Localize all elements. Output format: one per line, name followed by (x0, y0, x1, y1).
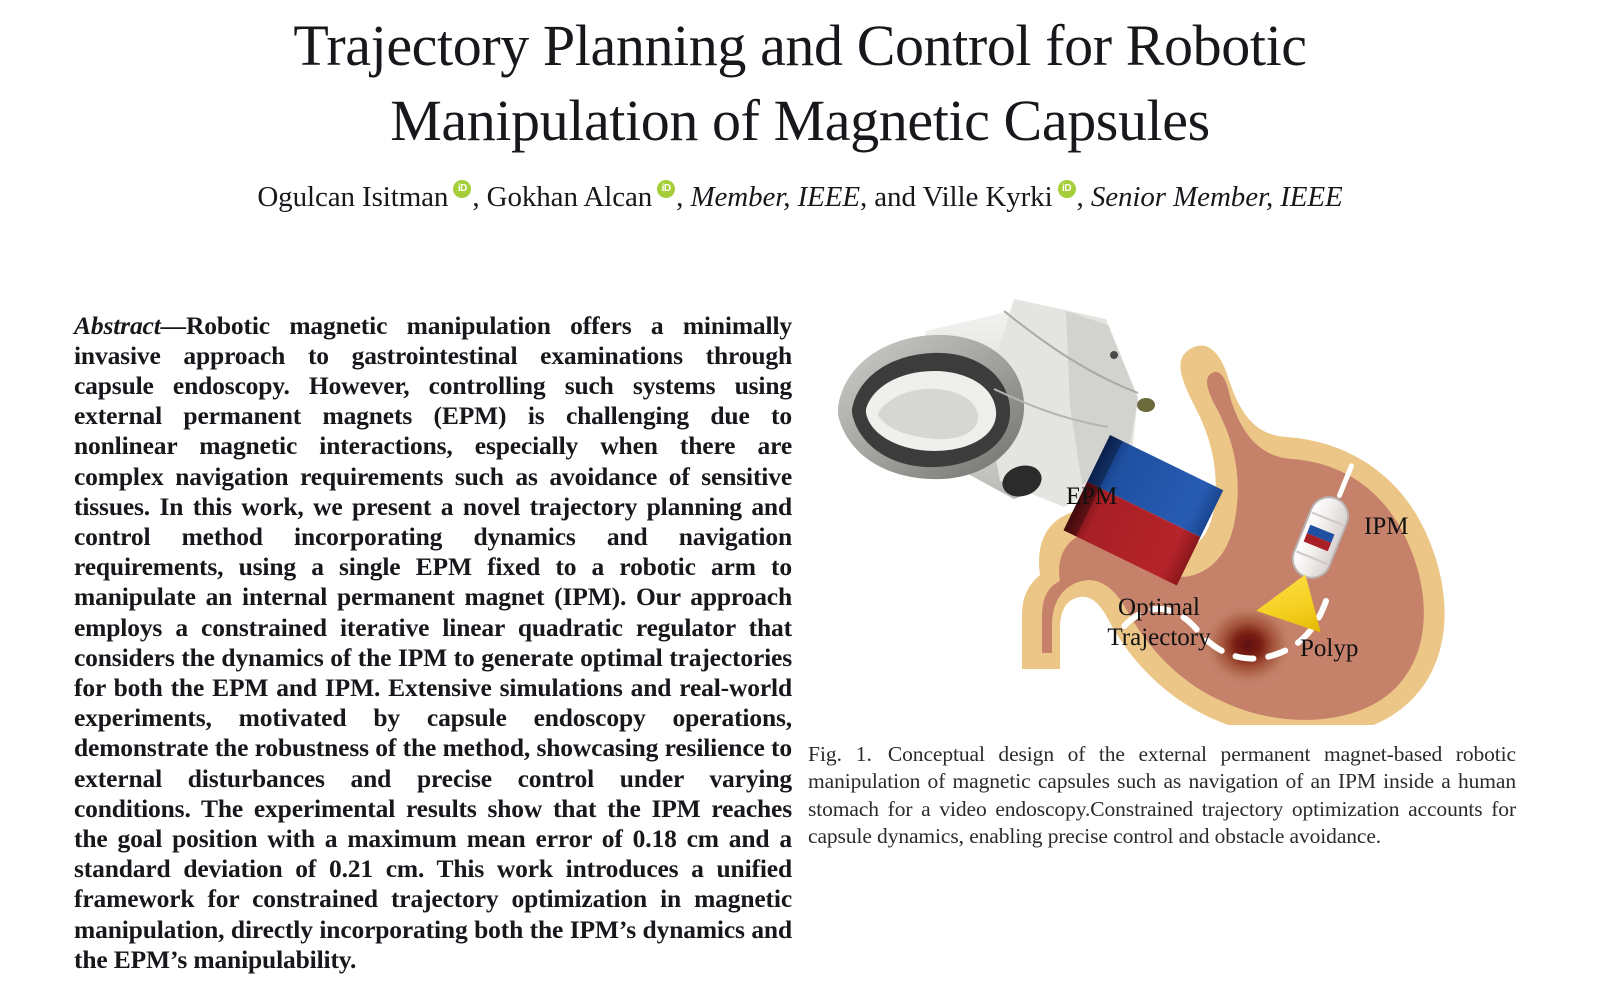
author-membership-1: Member, IEEE (690, 180, 860, 213)
author-list (0, 181, 1600, 214)
title-block (0, 0, 1600, 214)
robot-connector-icon (1137, 398, 1155, 412)
author-name-3: Ville Kyrki (922, 180, 1053, 213)
author-separator-2: , (676, 180, 691, 213)
figure-label-epm: EPM (1066, 483, 1118, 510)
page-title-line-2: Manipulation of Magnetic Capsules (390, 88, 1210, 154)
page-title-line-1: Trajectory Planning and Control for Robotic (293, 13, 1307, 78)
author-membership-2: Senior Member, IEEE (1090, 180, 1343, 213)
author-separator-3: , and (859, 180, 923, 213)
abstract-text: Robotic magnetic manipulation offers a minimally invasive approach to gastrointestinal examinations through capsule endoscopy. However, controlling such systems using external permanent magnets (EPM) is challenging due to nonlinear magnetic interactions, especially when there are complex navigation requirements such as avoidance of sensitive tissues. In this work, we present a novel trajectory planning and control method incorporating dynamics and navigation requirements, using a single EPM fixed to a robotic arm to manipulate an internal permanent magnet (IPM). Our approach employs a constrained iterative linear quadratic regulator that considers the dynamics of the IPM to generate optimal trajectories for both the EPM and IPM. Extensive simulations and real-world experiments, motivated by capsule endoscopy operations, demonstrate the robustness of the method, showcasing resilience to external disturbances and precise control under varying conditions. The experimental results show that the IPM reaches the goal position with a maximum mean error of 0.18 cm and a standard deviation of 0.21 cm. This work introduces a unified framework for constrained trajectory optimization in magnetic manipulation, directly incorporating both the IPM’s dynamics and the EPM’s manipulability. (74, 310, 792, 974)
figure-number-label: Fig. 1. (808, 742, 872, 766)
figure-label-trajectory-line-1: Optimal (1118, 594, 1200, 621)
figure-label-ipm: IPM (1364, 513, 1409, 540)
abstract-paragraph (74, 311, 792, 975)
figure-1 (808, 285, 1516, 725)
column-right (808, 285, 1516, 872)
abstract-dash: — (160, 310, 187, 340)
author-name-1: Ogulcan Isitman (257, 180, 449, 213)
column-left (74, 285, 792, 1000)
page-title (165, 8, 1435, 159)
paper-body (0, 285, 1600, 1000)
orcid-id-icon[interactable] (453, 180, 471, 198)
figure-1-illustration (808, 285, 1516, 725)
orcid-id-icon[interactable] (1058, 180, 1076, 198)
robot-screw-icon (1110, 351, 1118, 359)
robot-arm-with-epm (838, 299, 1223, 586)
orcid-id-icon[interactable] (657, 180, 675, 198)
figure-label-polyp: Polyp (1300, 635, 1359, 662)
author-separator-4: , (1076, 180, 1091, 213)
figure-caption-text: Conceptual design of the external permanent magnet-based robotic manipulation of magnetic capsules such as navigation of an IPM inside a human stomach for a video endoscopy.Constrained trajectory optimization accounts for capsule dynamics, enabling precise control and obstacle avoidance. (808, 742, 1516, 848)
figure-label-optimal-trajectory (1094, 593, 1224, 652)
abstract-label: Abstract (74, 310, 161, 340)
figure-label-trajectory-line-2: Trajectory (1107, 623, 1211, 651)
author-separator-1: , (472, 180, 487, 213)
author-name-2: Gokhan Alcan (486, 180, 653, 213)
figure-1-caption (808, 741, 1516, 850)
